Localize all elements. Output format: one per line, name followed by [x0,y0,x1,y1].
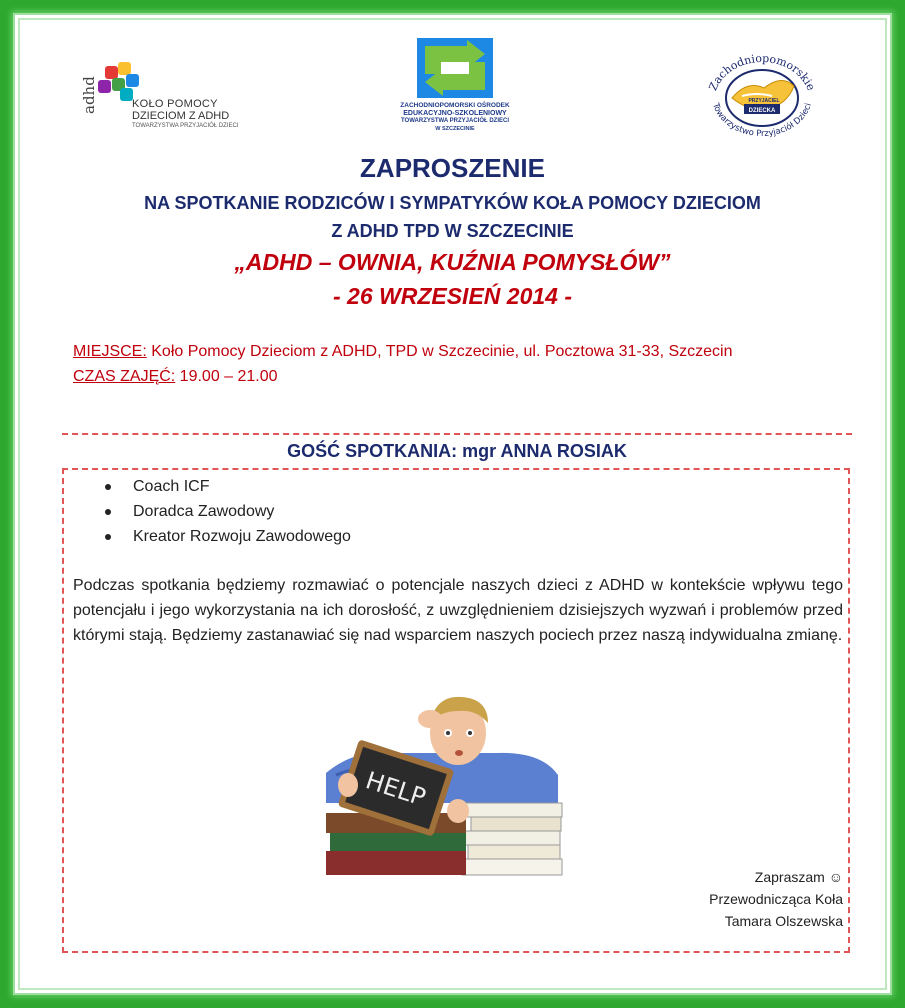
logo-left-line3: TOWARZYSTWA PRZYJACIÓŁ DZIECI [132,123,239,129]
logo-right-inner2: DZIECKA [748,108,776,114]
signature-line1: Zapraszam ☺ [754,869,843,885]
time-line [73,368,278,386]
stressed-student-photo [326,693,566,883]
list-item: Kreator Rozwoju Zawodowego [105,526,351,551]
list-item: Doradca Zawodowy [105,501,351,526]
logo-adhd-text: adhd [80,76,98,114]
chalkboard-text: HELP [362,766,430,812]
invitation-subtitle-1: NA SPOTKANIE RODZICÓW I SYMPATYKÓW KOŁA POMOCY DZIECIOM [144,193,761,213]
logo-center-line3: TOWARZYSTWA PRZYJACIÓŁ DZIECI [400,118,509,124]
arrows-emblem-icon [395,38,515,100]
tpd-seal-icon [702,52,822,140]
signature-line3: Tamara Olszewska [724,913,843,929]
place-value: Koło Pomocy Dzieciom z ADHD, TPD w Szczecinie, ul. Pocztowa 31-33, Szczecin [146,343,733,360]
list-item: Coach ICF [105,476,351,501]
logo-right-arc-top: Zachodniopomorskie [706,52,818,93]
place-line [73,343,733,361]
invitation-subtitle-2: Z ADHD TPD W SZCZECINIE [331,221,574,241]
osrodek-logo [395,38,515,134]
description-paragraph: Podczas spotkania będziemy rozmawiać o potencjale naszych dzieci z ADHD w kontekście wpływu tego potencjału i jego wykorzystania na ich dorosłość, z uwzględnieniem dzisiejszych wyzwań i problemów przed którymi stają. Będziemy zastanawiać się nad wsparciem naszych pociech przez naszą indywidualna zmianę. [73,577,843,644]
logo-center-line4: W SZCZECINIE [435,126,475,132]
logo-right-inner1: PRZYJACIEL [748,98,780,104]
logo-left-line2: DZIECIOM Z ADHD [132,110,230,122]
puzzle-piece-icon [98,80,111,93]
invitation-date: - 26 WRZESIEŃ 2014 - [332,283,573,309]
section-divider [62,433,852,435]
place-label: MIEJSCE: [73,343,147,360]
kolo-pomocy-logo [80,62,250,134]
student-help-illustration [326,693,566,883]
time-label: CZAS ZAJĘĆ: [73,368,176,385]
logo-center-line2: EDUKACYJNO-SZKOLENIOWY [403,110,507,117]
invitation-motto: „ADHD – OWNIA, KUŹNIA POMYSŁÓW” [234,249,671,275]
time-value: 19.00 – 21.00 [175,368,278,385]
logo-left-line1: KOŁO POMOCY [132,98,218,110]
guest-heading: GOŚĆ SPOTKANIA: mgr ANNA ROSIAK [287,441,627,461]
logo-right-arc-bottom: Towarzystwo Przyjaciół Dzieci [710,101,814,140]
signature-line2: Przewodnicząca Koła [709,891,843,907]
puzzle-piece-icon [126,74,139,87]
logo-center-line1: ZACHODNIOPOMORSKI OŚRODEK [400,102,510,109]
invitation-title: ZAPROSZENIE [360,153,545,183]
tpd-zachodniopomorskie-logo [702,52,822,140]
guest-roles-list [105,476,351,551]
